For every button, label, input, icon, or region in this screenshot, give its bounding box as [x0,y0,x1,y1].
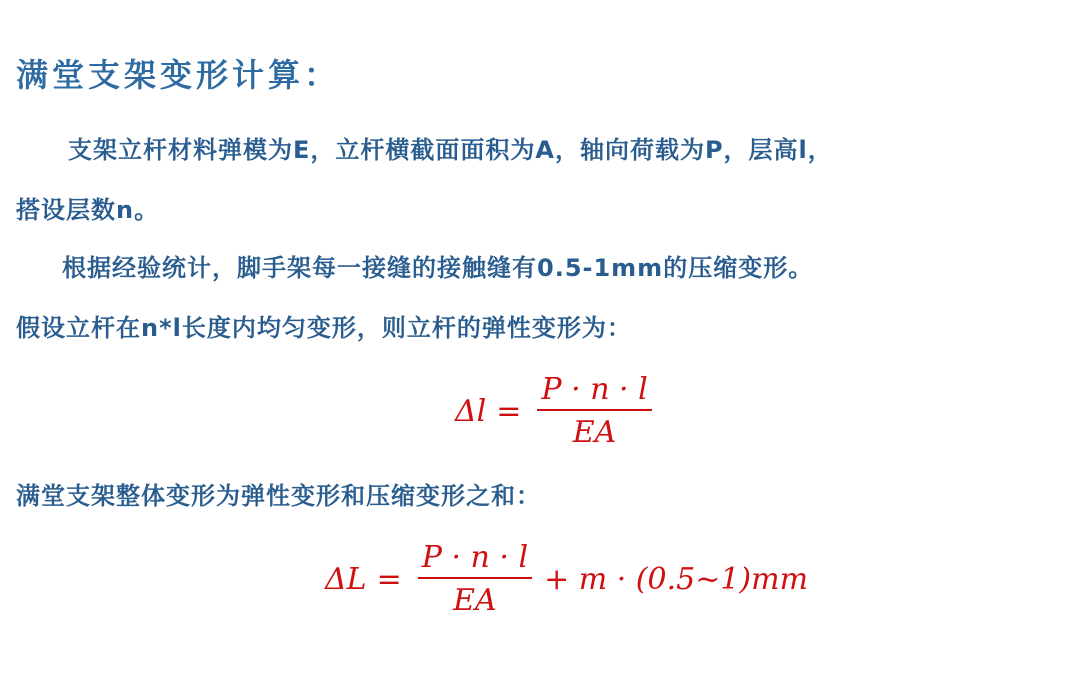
equation-fraction [537,372,651,450]
equation-operator: = [376,561,402,597]
equation-lhs: ΔL [325,561,367,597]
paragraph-empirical-line2: 假设立杆在n*l长度内均匀变形，则立杆的弹性变形为： [16,314,632,342]
equation-operator: = [496,393,522,429]
paragraph-material-params-line2: 搭设层数n。 [16,196,160,224]
fraction-denominator: EA [572,415,617,450]
equation-lhs: Δl [455,393,487,429]
equation-fraction [418,540,532,618]
paragraph-empirical-line1: 根据经验统计，脚手架每一接缝的接触缝有0.5-1mm的压缩变形。 [62,254,814,282]
equation-elastic-deformation [455,372,658,450]
paragraph-total-deformation: 满堂支架整体变形为弹性变形和压缩变形之和： [16,482,541,510]
equation-tail: + m · (0.5~1)mm [544,561,809,597]
fraction-numerator: P · n · l [418,540,532,579]
equation-total-deformation [325,540,808,618]
fraction-numerator: P · n · l [537,372,651,411]
fraction-denominator: EA [453,583,497,618]
page-title: 满堂支架变形计算： [16,56,341,94]
paragraph-material-params-line1: 支架立杆材料弹模为E，立杆横截面面积为A，轴向荷载为P，层高l， [68,136,833,164]
